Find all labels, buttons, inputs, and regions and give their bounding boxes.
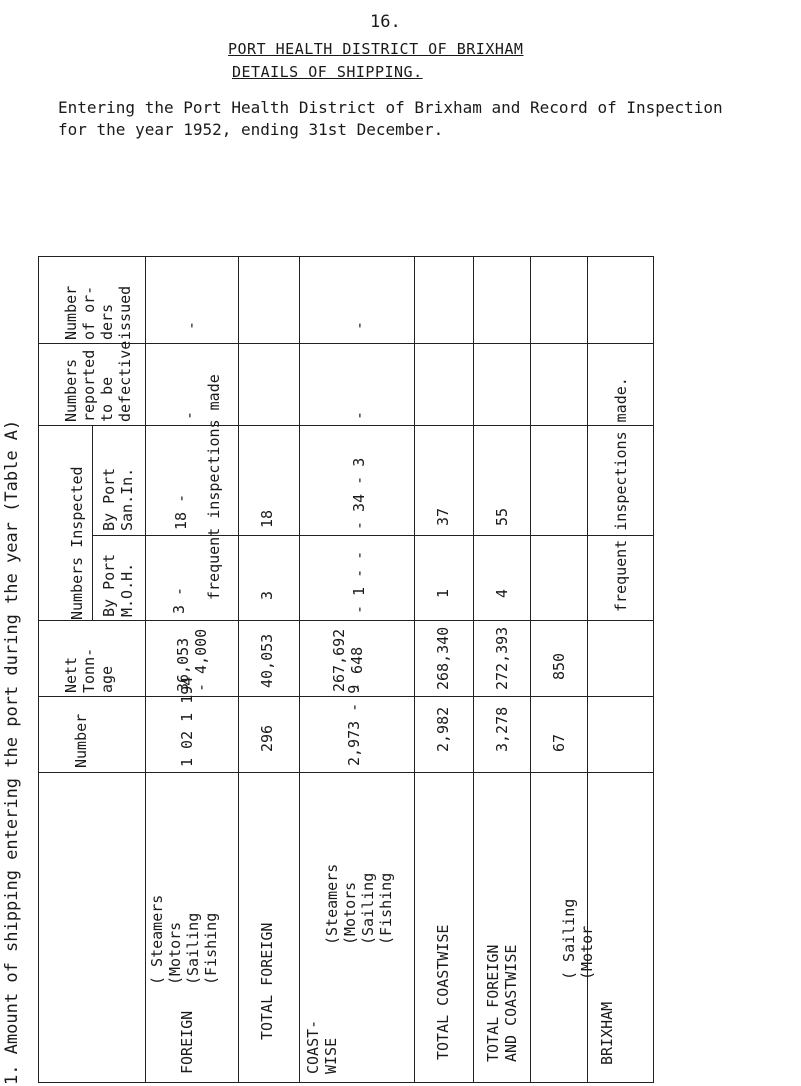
col-divider-4 — [38, 620, 654, 621]
cell-number: 3,278 — [493, 706, 511, 752]
cell-tonnage: 40,053 — [258, 633, 276, 688]
intro-line-2: for the year 1952, ending 31st December. — [58, 120, 444, 139]
cell-tonnage: 272,393 — [493, 626, 511, 690]
cell-tonnage: 36,053 - 4,000 — [174, 628, 210, 692]
row-category: TOTAL COASTWISE — [434, 924, 452, 1060]
row-category: TOTAL FOREIGN — [258, 922, 276, 1040]
header-number-of-orders: Number of or- ders issued — [62, 285, 134, 340]
note-frequent-inspections-brixham: frequent inspections made. — [612, 377, 630, 612]
cell-moh: 3 - — [170, 586, 188, 614]
cell-orders: - — [350, 320, 368, 330]
cell-san: 37 — [434, 507, 452, 526]
row-vessel-types: ( Steamers (Motors (Sailing (Fishing — [148, 894, 220, 985]
cell-number: 67 — [550, 733, 568, 752]
row-vessel-types: (Steamers (Motors (Sailing (Fishing — [323, 863, 395, 945]
cell-orders: - — [182, 320, 200, 330]
cell-moh: 3 — [258, 590, 276, 600]
cell-tonnage: 268,340 — [434, 626, 452, 690]
cell-san: 18 - — [172, 493, 190, 530]
row-divider-1 — [238, 256, 239, 1083]
col-divider-3 — [92, 535, 654, 536]
table-border-bottom — [38, 1082, 654, 1083]
cell-number: 296 — [258, 724, 276, 752]
row-category: FOREIGN — [178, 1010, 196, 1074]
inspected-subdivider — [92, 425, 93, 620]
cell-san: - 34 - 3 — [350, 457, 368, 530]
cell-defective: - — [180, 410, 198, 420]
cell-number: 2,973 - 9 — [345, 684, 363, 766]
cell-tonnage: 267,692 - 648 — [330, 628, 366, 692]
header-by-port-san: By Port San.In. — [100, 467, 136, 531]
row-divider-3 — [414, 256, 415, 1082]
intro-line-1: Entering the Port Health District of Brixham and Record of Inspection — [58, 98, 723, 117]
page-title: PORT HEALTH DISTRICT OF BRIXHAM — [228, 40, 524, 58]
cell-number: 1 02 1 194 — [178, 676, 196, 767]
page-number: 16. — [370, 12, 401, 32]
side-caption: 1. Amount of shipping entering the port during the year (Table A) — [2, 419, 22, 1085]
page-subtitle: DETAILS OF SHIPPING. — [232, 63, 423, 81]
cell-defective: - — [350, 410, 368, 420]
header-col-divider — [145, 256, 146, 1083]
cell-number: 2,982 — [434, 706, 452, 752]
table-border-top — [38, 256, 654, 257]
cell-moh: 4 — [493, 588, 511, 598]
header-numbers-inspected: Numbers Inspected — [68, 466, 86, 620]
header-number: Number — [72, 713, 90, 768]
col-divider-6 — [38, 772, 654, 773]
note-frequent-inspections: frequent inspections made — [205, 374, 223, 600]
header-by-port-moh: By Port M.O.H. — [100, 553, 136, 617]
table-border-right — [653, 256, 654, 1083]
cell-moh: 1 — [434, 588, 452, 598]
row-divider-5 — [530, 256, 531, 1082]
row-category: BRIXHAM — [598, 1001, 616, 1065]
row-divider-4 — [473, 256, 474, 1082]
table-border-left — [38, 256, 39, 1083]
cell-moh: - 1 - - — [350, 550, 368, 614]
cell-san: 55 — [493, 507, 511, 526]
cell-tonnage: 850 — [550, 652, 568, 680]
cell-san: 18 — [258, 509, 276, 528]
col-divider-2 — [38, 425, 654, 426]
row-divider-2 — [299, 256, 300, 1082]
header-defective: Numbers reported to be defective — [62, 340, 134, 422]
header-nett-tonnage: Nett Tonn- age — [62, 647, 116, 693]
row-category: COAST- WISE — [304, 1019, 340, 1074]
row-vessel-types: ( Sailing (Motor — [560, 898, 596, 980]
row-category: TOTAL FOREIGN AND COASTWISE — [484, 944, 520, 1062]
